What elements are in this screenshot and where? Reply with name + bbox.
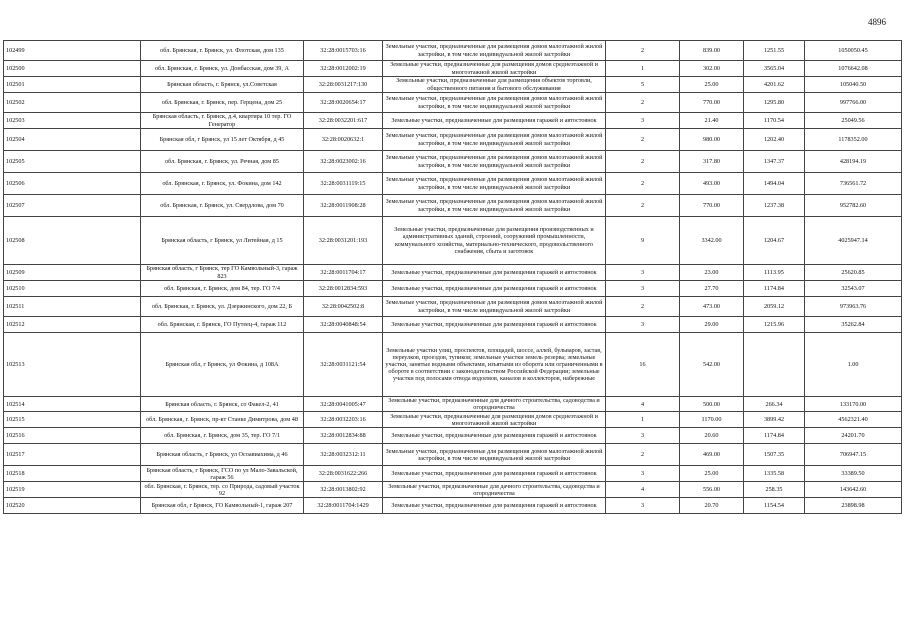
area-cell: 980.00 xyxy=(680,129,744,151)
cadastral-value-cell: 24201.70 xyxy=(805,428,902,444)
cadastral-number-cell: 32:28:0023002:16 xyxy=(304,151,383,173)
cadastral-value-cell: 1076642.08 xyxy=(805,61,902,77)
cadastral-value-cell: 105040.50 xyxy=(805,77,902,93)
specific-value-cell: 3899.42 xyxy=(744,412,805,428)
area-cell: 20.60 xyxy=(680,428,744,444)
table-row xyxy=(4,129,902,151)
address-cell: обл. Брянская, г. Брянск, ул. Фокина, дом 142 xyxy=(141,173,304,195)
row-id-cell: 102506 xyxy=(4,173,141,195)
cadastral-value-cell: 143642.60 xyxy=(805,482,902,498)
area-cell: 839.00 xyxy=(680,41,744,61)
group-code-cell: 4 xyxy=(606,482,680,498)
address-cell: обл. Брянская, г. Брянск, пер. Герцена, дом 25 xyxy=(141,93,304,113)
row-id-cell: 102503 xyxy=(4,113,141,129)
group-code-cell: 2 xyxy=(606,173,680,195)
land-use-type-cell: Земельные участки, предназначенные для размещения домов малоэтажной жилой застройки, в том числе индивидуальной жилой застройки xyxy=(383,297,606,317)
group-code-cell: 3 xyxy=(606,498,680,514)
table-row xyxy=(4,93,902,113)
area-cell: 317.80 xyxy=(680,151,744,173)
specific-value-cell: 1215.96 xyxy=(744,317,805,333)
cadastral-value-cell: 1178352.00 xyxy=(805,129,902,151)
specific-value-cell: 1113.95 xyxy=(744,265,805,281)
table-body xyxy=(4,41,902,514)
cadastral-number-cell: 32:28:0015703:16 xyxy=(304,41,383,61)
row-id-cell: 102508 xyxy=(4,217,141,265)
group-code-cell: 2 xyxy=(606,444,680,466)
group-code-cell: 16 xyxy=(606,333,680,397)
cadastral-value-cell: 997766.00 xyxy=(805,93,902,113)
cadastral-value-cell: 428194.19 xyxy=(805,151,902,173)
land-use-type-cell: Земельные участки, предназначенные для размещения гаражей и автостоянок xyxy=(383,498,606,514)
row-id-cell: 102512 xyxy=(4,317,141,333)
cadastral-value-cell: 952782.60 xyxy=(805,195,902,217)
cadastral-number-cell: 32:28:0042502:8 xyxy=(304,297,383,317)
area-cell: 21.40 xyxy=(680,113,744,129)
group-code-cell: 9 xyxy=(606,217,680,265)
address-cell: Брянская область, г. Брянск, д.4, квартира 10 тер. ГО Генератор xyxy=(141,113,304,129)
land-use-type-cell: Земельные участки, предназначенные для размещения домов малоэтажной жилой застройки, в том числе индивидуальной жилой застройки xyxy=(383,195,606,217)
land-use-type-cell: Земельные участки, предназначенные для дачного строительства, садоводства и огородничества xyxy=(383,397,606,412)
cadastral-value-cell: 4025947.14 xyxy=(805,217,902,265)
row-id-cell: 102505 xyxy=(4,151,141,173)
land-use-type-cell: Земельные участки, предназначенные для размещения домов малоэтажной жилой застройки, в том числе индивидуальной жилой застройки xyxy=(383,93,606,113)
land-use-type-cell: Земельные участки, предназначенные для размещения гаражей и автостоянок xyxy=(383,466,606,482)
land-use-type-cell: Земельные участки, предназначенные для размещения гаражей и автостоянок xyxy=(383,428,606,444)
area-cell: 25.00 xyxy=(680,77,744,93)
row-id-cell: 102507 xyxy=(4,195,141,217)
table-row xyxy=(4,173,902,195)
address-cell: обл. Брянская, г. Брянск, пр-кт Станке Димитрова, дом 48 xyxy=(141,412,304,428)
table-row xyxy=(4,265,902,281)
specific-value-cell: 1202.40 xyxy=(744,129,805,151)
land-use-type-cell: Земельные участки, предназначенные для дачного строительства, садоводства и огородничества xyxy=(383,482,606,498)
group-code-cell: 2 xyxy=(606,151,680,173)
cadastral-value-cell: 1.00 xyxy=(805,333,902,397)
group-code-cell: 2 xyxy=(606,93,680,113)
area-cell: 302.00 xyxy=(680,61,744,77)
address-cell: обл. Брянская, г. Брянск, дом 35, тер. ГО 7/1 xyxy=(141,428,304,444)
area-cell: 29.00 xyxy=(680,317,744,333)
land-use-type-cell: Земельные участки, предназначенные для размещения домов малоэтажной жилой застройки, в том числе индивидуальной жилой застройки xyxy=(383,41,606,61)
cadastral-number-cell: 32:28:0012834:88 xyxy=(304,428,383,444)
specific-value-cell: 1170.54 xyxy=(744,113,805,129)
cadastral-number-cell: 32:28:0011704:17 xyxy=(304,265,383,281)
address-cell: обл. Брянская, г. Брянск, ул. Флотская, дом 135 xyxy=(141,41,304,61)
cadastral-number-cell: 32:28:0012834:593 xyxy=(304,281,383,297)
cadastral-value-cell: 4562321.40 xyxy=(805,412,902,428)
table-row xyxy=(4,397,902,412)
table-row xyxy=(4,195,902,217)
cadastral-number-cell: 32:28:0020654:17 xyxy=(304,93,383,113)
group-code-cell: 2 xyxy=(606,297,680,317)
group-code-cell: 4 xyxy=(606,397,680,412)
land-use-type-cell: Земельные участки, предназначенные для размещения домов малоэтажной жилой застройки, в том числе индивидуальной жилой застройки xyxy=(383,129,606,151)
row-id-cell: 102519 xyxy=(4,482,141,498)
table-row xyxy=(4,61,902,77)
address-cell: Брянская область, г Брянск, ул Литейная, д 15 xyxy=(141,217,304,265)
row-id-cell: 102514 xyxy=(4,397,141,412)
specific-value-cell: 2059.12 xyxy=(744,297,805,317)
land-use-type-cell: Земельные участки улиц, проспектов, площадей, шоссе, аллей, бульваров, застав, переулков, проездов, тупиков; земельные участки земель резерва; земельные участки, занятые водными объектами, изъятыми из оборота или ограниченными в обороте в соответствии с законодательством Российской Федерации; земельные участки под полосами отвода водоемов, каналов и коллекторов, набережные xyxy=(383,333,606,397)
table-row xyxy=(4,428,902,444)
address-cell: Брянская область, г Брянск, тер ГО Камвольный-3, гараж 823 xyxy=(141,265,304,281)
area-cell: 556.00 xyxy=(680,482,744,498)
address-cell: Брянская область, г Брянск, ул Осоавиахима, д 46 xyxy=(141,444,304,466)
group-code-cell: 3 xyxy=(606,113,680,129)
table-row xyxy=(4,466,902,482)
table-row xyxy=(4,77,902,93)
specific-value-cell xyxy=(744,333,805,397)
area-cell: 770.00 xyxy=(680,93,744,113)
area-cell: 473.00 xyxy=(680,297,744,317)
table-row xyxy=(4,151,902,173)
specific-value-cell: 1237.38 xyxy=(744,195,805,217)
cadastral-number-cell: 32:28:0032312:11 xyxy=(304,444,383,466)
group-code-cell: 3 xyxy=(606,281,680,297)
row-id-cell: 102513 xyxy=(4,333,141,397)
group-code-cell: 1 xyxy=(606,412,680,428)
specific-value-cell: 1507.35 xyxy=(744,444,805,466)
group-code-cell: 2 xyxy=(606,195,680,217)
table-row xyxy=(4,444,902,466)
address-cell: Брянская область, г Брянск, ГСО по ул Мало-Завальской, гараж 56 xyxy=(141,466,304,482)
area-cell: 20.70 xyxy=(680,498,744,514)
address-cell: Брянская область, г. Брянск, ул.Советская xyxy=(141,77,304,93)
page-number: 4896 xyxy=(868,17,886,27)
land-use-type-cell: Земельные участки, предназначенные для размещения гаражей и автостоянок xyxy=(383,317,606,333)
group-code-cell: 1 xyxy=(606,61,680,77)
table-row xyxy=(4,482,902,498)
area-cell: 23.00 xyxy=(680,265,744,281)
table-row xyxy=(4,41,902,61)
specific-value-cell: 3565.04 xyxy=(744,61,805,77)
specific-value-cell: 1335.58 xyxy=(744,466,805,482)
specific-value-cell: 1347.37 xyxy=(744,151,805,173)
specific-value-cell: 1174.84 xyxy=(744,428,805,444)
specific-value-cell: 1251.55 xyxy=(744,41,805,61)
land-use-type-cell: Земельные участки, предназначенные для размещения домов малоэтажной жилой застройки, в том числе индивидуальной жилой застройки xyxy=(383,151,606,173)
row-id-cell: 102517 xyxy=(4,444,141,466)
cadastral-value-cell: 32543.07 xyxy=(805,281,902,297)
area-cell: 493.00 xyxy=(680,173,744,195)
table-row xyxy=(4,281,902,297)
group-code-cell: 3 xyxy=(606,317,680,333)
land-use-type-cell: Земельные участки, предназначенные для размещения домов малоэтажной жилой застройки, в том числе индивидуальной жилой застройки xyxy=(383,173,606,195)
cadastral-number-cell: 32:28:0013802:92 xyxy=(304,482,383,498)
address-cell: обл. Брянская, г. Брянск, тер. со Природа, садовый участок 92 xyxy=(141,482,304,498)
cadastral-value-cell: 133170.00 xyxy=(805,397,902,412)
land-use-type-cell: Земельные участки, предназначенные для размещения гаражей и автостоянок xyxy=(383,265,606,281)
row-id-cell: 102509 xyxy=(4,265,141,281)
group-code-cell: 3 xyxy=(606,428,680,444)
address-cell: Брянская обл, г Брянск, ул 15 лет Октября, д 45 xyxy=(141,129,304,151)
cadastral-number-cell: 32:28:0032201:617 xyxy=(304,113,383,129)
table-row xyxy=(4,217,902,265)
row-id-cell: 102502 xyxy=(4,93,141,113)
area-cell: 27.70 xyxy=(680,281,744,297)
cadastral-value-cell: 25049.56 xyxy=(805,113,902,129)
address-cell: Брянская обл, г Брянск, ГО Камвольный-1, гараж 207 xyxy=(141,498,304,514)
land-use-type-cell: Земельные участки, предназначенные для размещения домов среднеэтажной и многоэтажной жилой застройки xyxy=(383,61,606,77)
cadastral-number-cell: 32:28:0031217:130 xyxy=(304,77,383,93)
group-code-cell: 2 xyxy=(606,41,680,61)
cadastral-number-cell: 32:28:0011704:1429 xyxy=(304,498,383,514)
table-row xyxy=(4,113,902,129)
cadastral-number-cell: 32:28:0041005:47 xyxy=(304,397,383,412)
cadastral-value-cell: 33389.50 xyxy=(805,466,902,482)
specific-value-cell: 1154.54 xyxy=(744,498,805,514)
specific-value-cell: 266.34 xyxy=(744,397,805,412)
land-use-type-cell: Земельные участки, предназначенные для размещения производственных и административных зданий, строений, сооружений промышленности, коммунального хозяйства, материально-технического, продовольственного снабжения, сбыта и заготовок xyxy=(383,217,606,265)
land-use-type-cell: Земельные участки, предназначенные для размещения объектов торговли, общественного питания и бытового обслуживания xyxy=(383,77,606,93)
area-cell: 770.00 xyxy=(680,195,744,217)
cadastral-value-cell: 23898.98 xyxy=(805,498,902,514)
land-use-type-cell: Земельные участки, предназначенные для размещения домов малоэтажной жилой застройки, в том числе индивидуальной жилой застройки xyxy=(383,444,606,466)
row-id-cell: 102510 xyxy=(4,281,141,297)
cadastral-number-cell: 32:28:0012002:19 xyxy=(304,61,383,77)
land-use-type-cell: Земельные участки, предназначенные для размещения гаражей и автостоянок xyxy=(383,281,606,297)
cadastral-number-cell: 32:28:0040848:54 xyxy=(304,317,383,333)
address-cell: обл. Брянская, г. Брянск, дом 84, тер. ГО 7/4 xyxy=(141,281,304,297)
row-id-cell: 102500 xyxy=(4,61,141,77)
area-cell: 25.00 xyxy=(680,466,744,482)
table-row xyxy=(4,333,902,397)
cadastral-number-cell: 32:28:0031201:193 xyxy=(304,217,383,265)
group-code-cell: 2 xyxy=(606,129,680,151)
specific-value-cell: 1494.04 xyxy=(744,173,805,195)
cadastral-value-table xyxy=(3,40,902,514)
cadastral-value-cell: 25620.85 xyxy=(805,265,902,281)
cadastral-number-cell: 32:28:0020632:1 xyxy=(304,129,383,151)
cadastral-number-cell: 32:28:0031121:54 xyxy=(304,333,383,397)
row-id-cell: 102515 xyxy=(4,412,141,428)
address-cell: Брянская область, г. Брянск, со Факел-2, 41 xyxy=(141,397,304,412)
specific-value-cell: 1295.80 xyxy=(744,93,805,113)
address-cell: обл. Брянская, г. Брянск, ул. Речная, дом 85 xyxy=(141,151,304,173)
address-cell: обл. Брянская, г. Брянск, ул. Дзержинского, дом 22, Б xyxy=(141,297,304,317)
specific-value-cell: 1204.67 xyxy=(744,217,805,265)
group-code-cell: 5 xyxy=(606,77,680,93)
cadastral-number-cell: 32:28:0031119:15 xyxy=(304,173,383,195)
row-id-cell: 102499 xyxy=(4,41,141,61)
address-cell: Брянская обл, г Брянск, ул Фокина, д 108А xyxy=(141,333,304,397)
cadastral-value-cell: 706947.15 xyxy=(805,444,902,466)
table-row xyxy=(4,297,902,317)
group-code-cell: 3 xyxy=(606,466,680,482)
cadastral-value-cell: 736561.72 xyxy=(805,173,902,195)
table-row xyxy=(4,498,902,514)
address-cell: обл. Брянская, г. Брянск, ул. Свердлова, дом 70 xyxy=(141,195,304,217)
area-cell: 3342.00 xyxy=(680,217,744,265)
address-cell: обл. Брянская, г. Брянск, ГО Путеец-4, гараж 112 xyxy=(141,317,304,333)
row-id-cell: 102518 xyxy=(4,466,141,482)
cadastral-number-cell: 32:28:0031622:266 xyxy=(304,466,383,482)
cadastral-number-cell: 32:28:0032203:16 xyxy=(304,412,383,428)
land-use-type-cell: Земельные участки, предназначенные для размещения домов среднеэтажной и многоэтажной жилой застройки xyxy=(383,412,606,428)
row-id-cell: 102516 xyxy=(4,428,141,444)
cadastral-value-cell: 1050050.45 xyxy=(805,41,902,61)
area-cell: 1170.00 xyxy=(680,412,744,428)
land-use-type-cell: Земельные участки, предназначенные для размещения гаражей и автостоянок xyxy=(383,113,606,129)
row-id-cell: 102501 xyxy=(4,77,141,93)
area-cell: 542.00 xyxy=(680,333,744,397)
row-id-cell: 102520 xyxy=(4,498,141,514)
cadastral-number-cell: 32:28:0011908:28 xyxy=(304,195,383,217)
table-row xyxy=(4,317,902,333)
address-cell: обл. Брянская, г. Брянск, ул. Донбасская, дом 39, А xyxy=(141,61,304,77)
row-id-cell: 102511 xyxy=(4,297,141,317)
table-row xyxy=(4,412,902,428)
specific-value-cell: 1174.84 xyxy=(744,281,805,297)
group-code-cell: 3 xyxy=(606,265,680,281)
cadastral-value-cell: 35262.84 xyxy=(805,317,902,333)
area-cell: 469.00 xyxy=(680,444,744,466)
row-id-cell: 102504 xyxy=(4,129,141,151)
specific-value-cell: 258.35 xyxy=(744,482,805,498)
specific-value-cell: 4201.62 xyxy=(744,77,805,93)
area-cell: 500.00 xyxy=(680,397,744,412)
cadastral-value-cell: 973963.76 xyxy=(805,297,902,317)
